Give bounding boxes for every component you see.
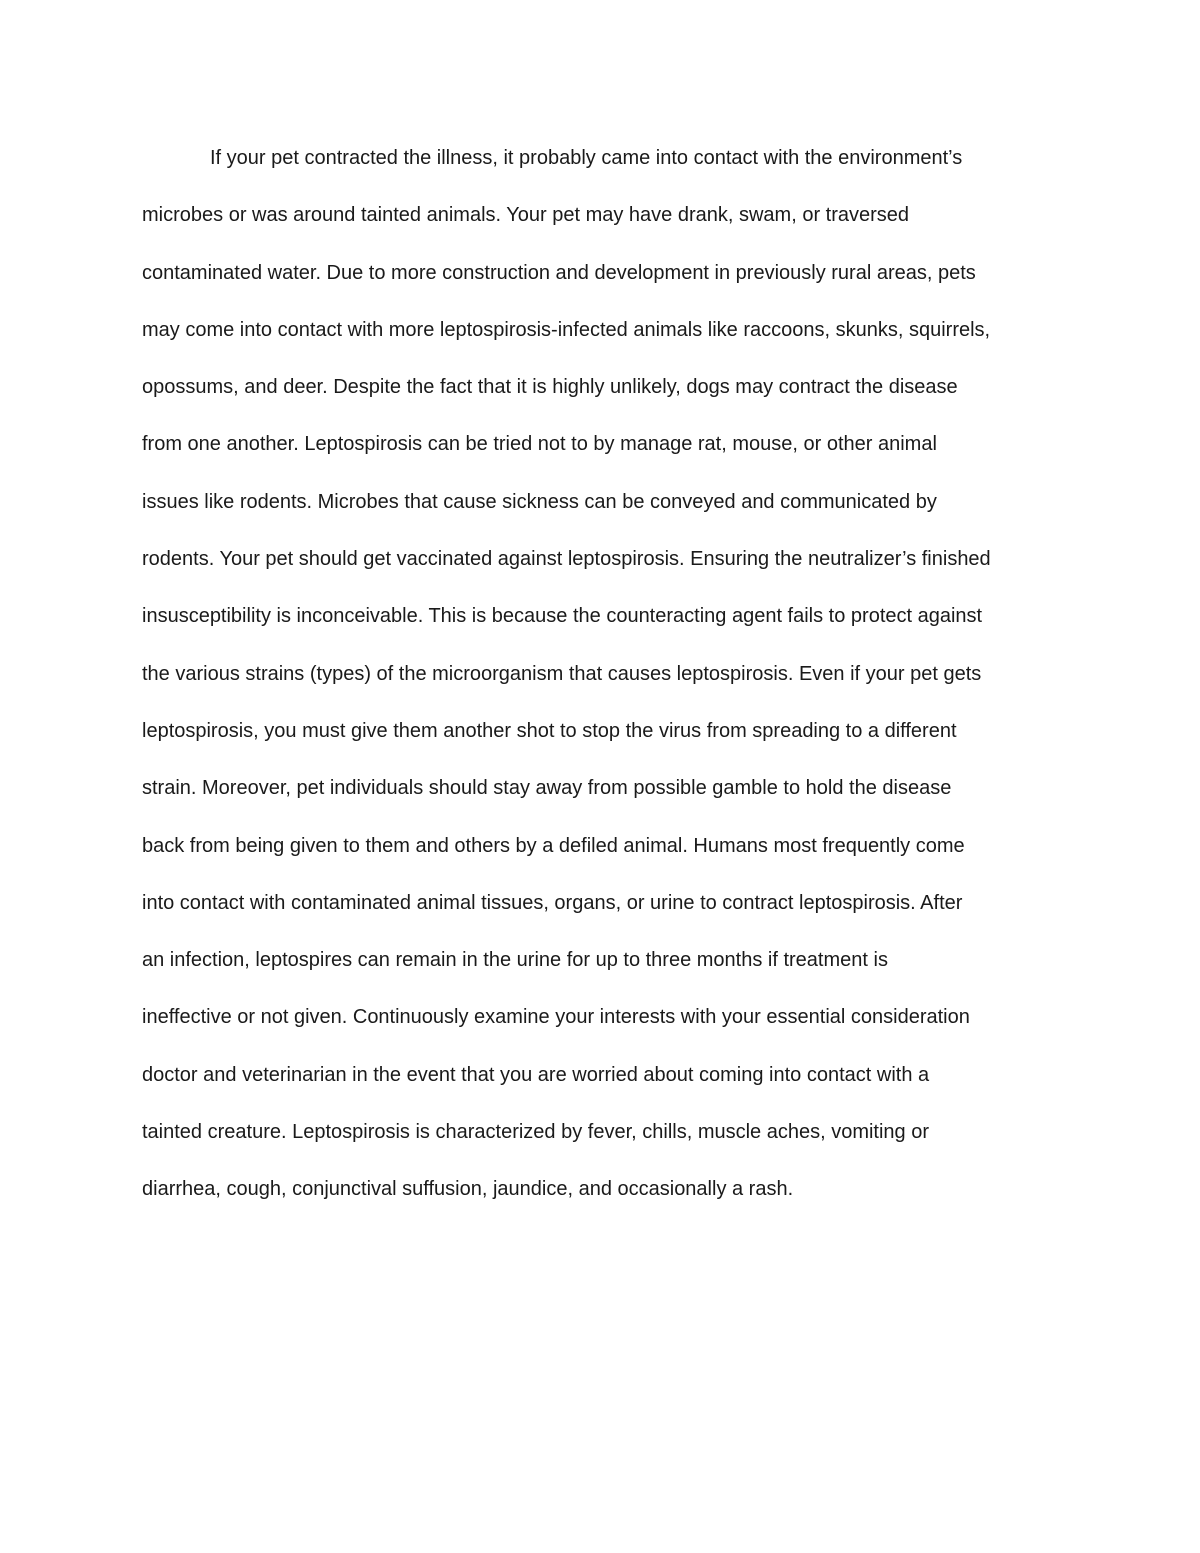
paragraph-line: into contact with contaminated animal tissues, organs, or urine to contract leptospirosis. After — [142, 891, 963, 914]
paragraph-line: ineffective or not given. Continuously examine your interests with your essential consideration — [142, 1006, 970, 1029]
paragraph-line: opossums, and deer. Despite the fact that it is highly unlikely, dogs may contract the disease — [142, 376, 958, 399]
paragraph-line: diarrhea, cough, conjunctival suffusion, jaundice, and occasionally a rash. — [142, 1178, 794, 1201]
paragraph-line: from one another. Leptospirosis can be tried not to by manage rat, mouse, or other animal — [142, 433, 937, 456]
paragraph-line: microbes or was around tainted animals. Your pet may have drank, swam, or traversed — [142, 204, 910, 227]
paragraph-line: leptospirosis, you must give them another shot to stop the virus from spreading to a different — [142, 719, 957, 742]
paragraph-line: tainted creature. Leptospirosis is characterized by fever, chills, muscle aches, vomiting or — [142, 1121, 930, 1144]
paragraph-line: issues like rodents. Microbes that cause sickness can be conveyed and communicated by — [142, 490, 937, 513]
paragraph-line: contaminated water. Due to more construction and development in previously rural areas, pets — [142, 261, 976, 284]
body-paragraph — [142, 140, 1062, 1229]
paragraph-line: If your pet contracted the illness, it probably came into contact with the environment’s — [210, 147, 963, 169]
paragraph-line: may come into contact with more leptospirosis-infected animals like raccoons, skunks, squirrels, — [142, 318, 991, 341]
paragraph-line: an infection, leptospires can remain in the urine for up to three months if treatment is — [142, 949, 888, 972]
paragraph-line: rodents. Your pet should get vaccinated against leptospirosis. Ensuring the neutralizer’s finished — [142, 548, 991, 571]
paragraph-line: the various strains (types) of the microorganism that causes leptospirosis. Even if your pet gets — [142, 662, 982, 685]
paragraph-line: strain. Moreover, pet individuals should stay away from possible gamble to hold the disease — [142, 777, 952, 800]
paragraph-line: insusceptibility is inconceivable. This is because the counteracting agent fails to protect against — [142, 605, 983, 628]
paragraph-line: doctor and veterinarian in the event that you are worried about coming into contact with a — [142, 1063, 930, 1086]
paragraph-line: back from being given to them and others by a defiled animal. Humans most frequently come — [142, 834, 965, 857]
